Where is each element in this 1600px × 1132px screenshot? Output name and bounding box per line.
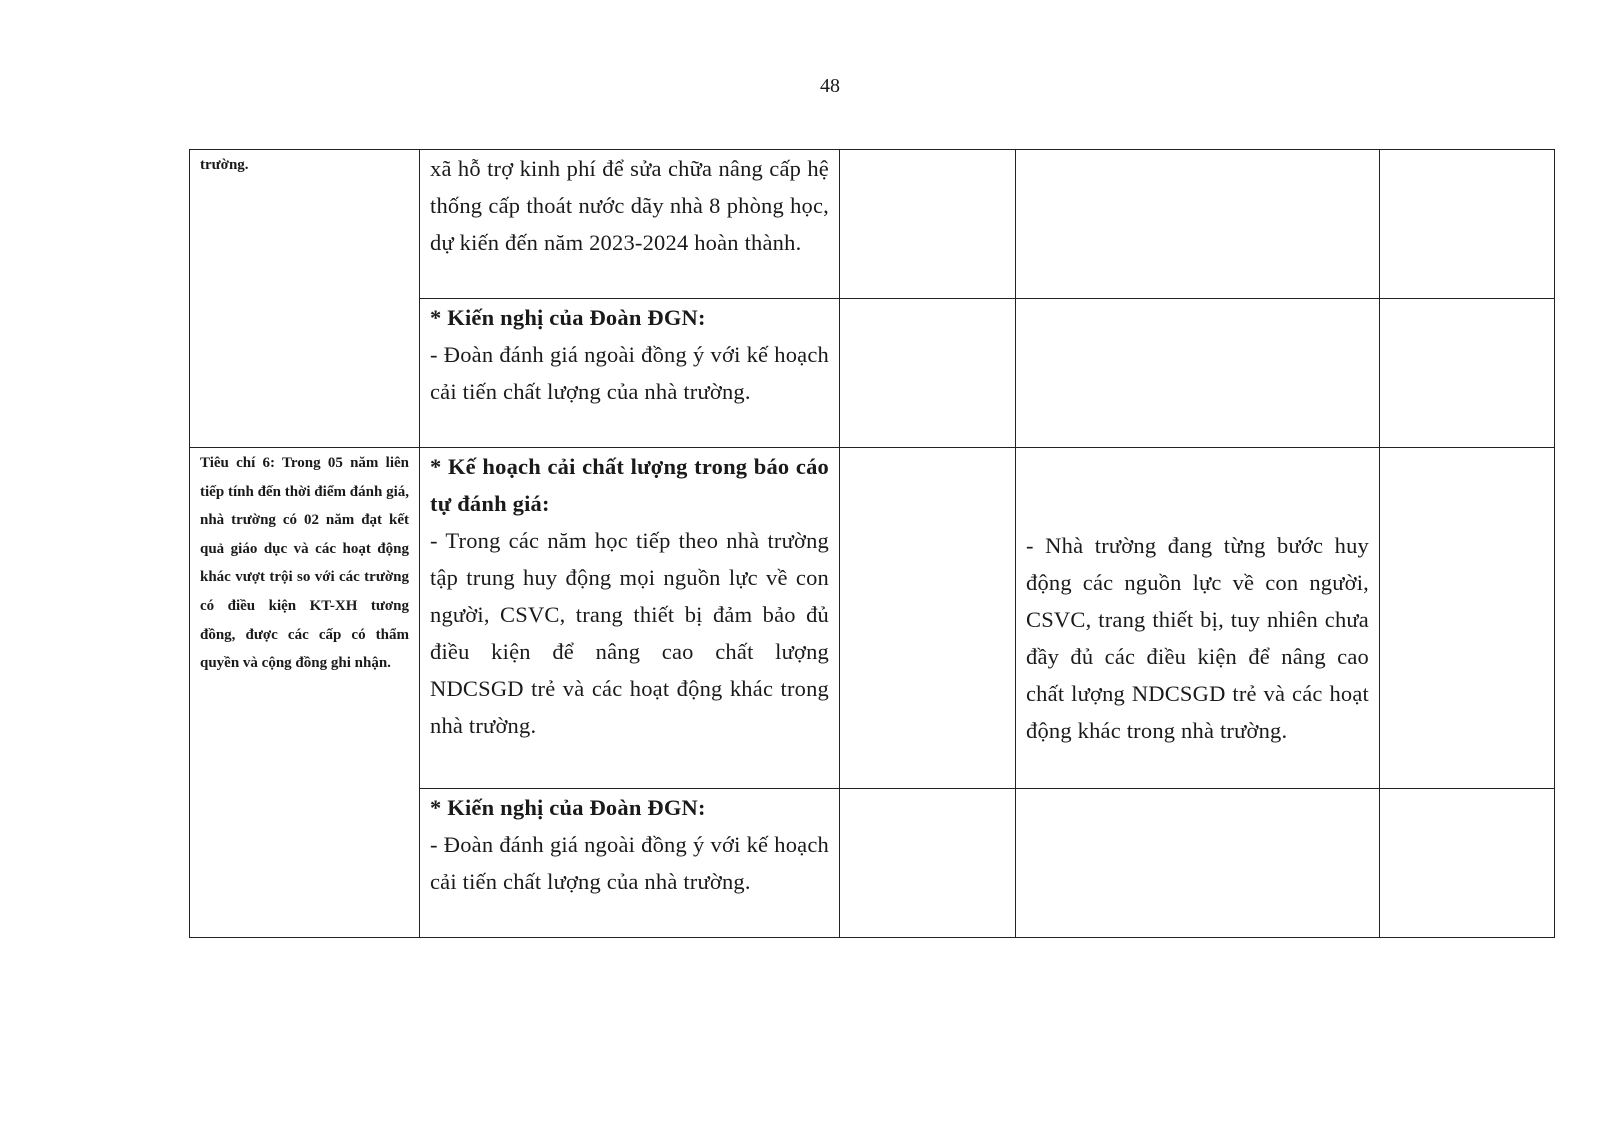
- status-text: - Nhà trường đang từng bước huy động các nguồn lực về con người, CSVC, trang thiết bị, tuy nhiên chưa đầy đủ các điều kiện để nâng cao chất lượng NDCSGD trẻ và các hoạt động khác trong nhà trường.: [1026, 533, 1369, 743]
- criterion-text: Tiêu chí 6: Trong 05 năm liên tiếp tính đến thời điểm đánh giá, nhà trường có 02 năm đạt kết quả giáo dục và các hoạt động khác vượt trội so với các trường có điều kiện KT-XH tương đồng, được các cấp có thẩm quyền và cộng đồng ghi nhận.: [200, 455, 409, 672]
- recommendation-heading: * Kiến nghị của Đoàn ĐGN:: [430, 305, 706, 330]
- empty-cell: [1380, 150, 1555, 299]
- empty-cell: [1016, 150, 1380, 299]
- criterion-cell: [190, 448, 420, 938]
- plan-cell: [420, 448, 840, 789]
- empty-cell: [1016, 789, 1380, 938]
- evaluation-table: [189, 149, 1555, 938]
- recommendation-text: - Đoàn đánh giá ngoài đồng ý với kế hoạch cải tiến chất lượng của nhà trường.: [430, 832, 829, 894]
- criterion-cell: [190, 150, 420, 448]
- criterion-text: trường.: [200, 157, 249, 173]
- status-cell: [1016, 448, 1380, 789]
- recommendation-cell: [420, 299, 840, 448]
- recommendation-heading: * Kiến nghị của Đoàn ĐGN:: [430, 795, 706, 820]
- empty-cell: [840, 789, 1016, 938]
- empty-cell: [1380, 299, 1555, 448]
- empty-cell: [1380, 448, 1555, 789]
- empty-cell: [1380, 789, 1555, 938]
- plan-text: xã hỗ trợ kinh phí để sửa chữa nâng cấp hệ thống cấp thoát nước dãy nhà 8 phòng học, dự kiến đến năm 2023-2024 hoàn thành.: [430, 156, 829, 255]
- page-number: 48: [820, 75, 840, 97]
- table-row: [190, 448, 1555, 789]
- empty-cell: [1016, 299, 1380, 448]
- empty-cell: [840, 150, 1016, 299]
- plan-heading: * Kế hoạch cải chất lượng trong báo cáo tự đánh giá:: [430, 454, 829, 516]
- empty-cell: [840, 299, 1016, 448]
- plan-text: - Trong các năm học tiếp theo nhà trường tập trung huy động mọi nguồn lực về con người, CSVC, trang thiết bị đảm bảo đủ điều kiện để nâng cao chất lượng NDCSGD trẻ và các hoạt động khác trong nhà trường.: [430, 528, 829, 738]
- recommendation-cell: [420, 789, 840, 938]
- empty-cell: [840, 448, 1016, 789]
- table-row: [190, 150, 1555, 299]
- recommendation-text: - Đoàn đánh giá ngoài đồng ý với kế hoạch cải tiến chất lượng của nhà trường.: [430, 342, 829, 404]
- plan-cell: [420, 150, 840, 299]
